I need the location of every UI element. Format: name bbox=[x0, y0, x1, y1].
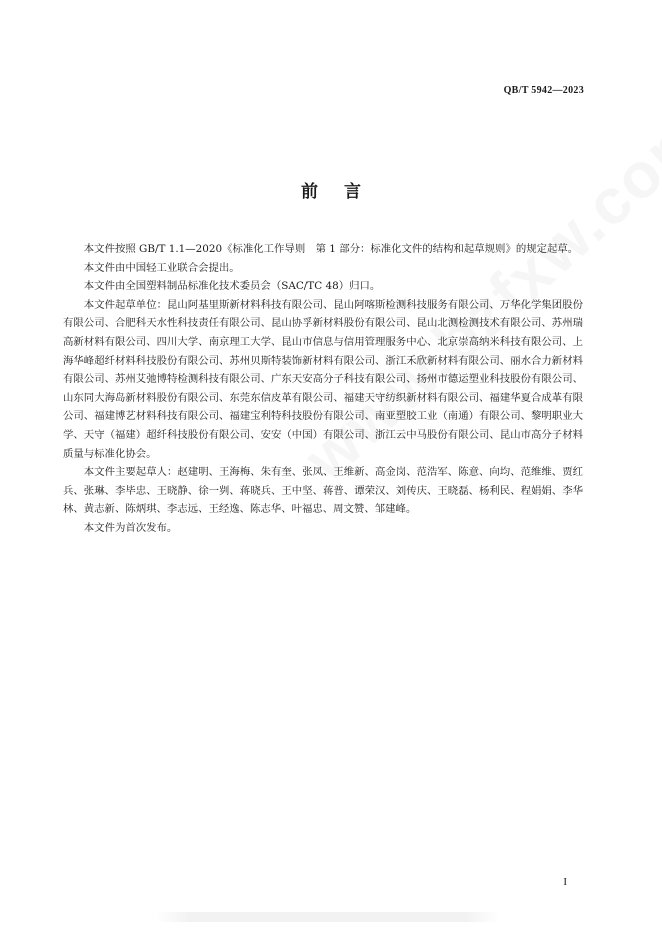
footer-strip bbox=[155, 912, 500, 922]
standard-code: QB/T 5942—2023 bbox=[503, 85, 584, 96]
paragraph-drafting-units: 本文件起草单位：昆山阿基里斯新材料科技有限公司、昆山阿喀斯检测科技服务有限公司、万华化学集团股份有限公司、合肥科天水性科技责任有限公司、昆山协孚新材料股份有限公司、昆山北测检测技术有限公司、苏州瑞高新材料有限公司、四川大学、南京理工大学、昆山市信息与信用管理服务中心、北京崇高纳米科技有限公司、上海华峰超纤材料科技股份有限公司、苏州贝斯特装饰新材料有限公司、浙江禾欣新材料有限公司、丽水合力新材料有限公司、苏州艾弛博特检测科技有限公司、广东天安高分子科技有限公司、扬州市德运塑业科技股份有限公司、山东同大海岛新材料股份有限公司、东莞东信皮革有限公司、福建天守纺织新材料有限公司、福建华夏合成革有限公司、福建博艺材料科技有限公司、福建宝利特科技股份有限公司、南亚塑胶工业（南通）有限公司、黎明职业大学、天守（福建）超纤科技股份有限公司、安安（中国）有限公司、浙江云中马股份有限公司、昆山市高分子材料质量与标准化协会。 bbox=[63, 298, 583, 460]
paragraph-proposer: 本文件由中国轻工业联合会提出。 bbox=[83, 261, 240, 274]
paragraph-first-release: 本文件为首次发布。 bbox=[83, 521, 178, 534]
page-number: I bbox=[563, 876, 567, 888]
paragraph-drafting-rules: 本文件按照 GB/T 1.1—2020《标准化工作导则 第 1 部分：标准化文件的结构和起草规则》的规定起草。 bbox=[83, 243, 579, 255]
paragraph-main-drafters: 本文件主要起草人：赵建明、王海梅、朱有奎、张凤、王维新、高金岗、范浩军、陈意、向均、范维维、贾红兵、张琳、李毕忠、王晓静、徐一刿、蒋晓兵、王中坚、蒋普、谭荣汉、刘传庆、王晓磊、杨利民、程娟娟、李华林、黄志新、陈炳琪、李志远、王经逸、陈志华、叶福忠、周文赞、邹建峰。 bbox=[63, 466, 583, 516]
page-title: 前言 bbox=[301, 182, 387, 202]
foreword-body bbox=[63, 240, 583, 538]
paragraph-technical-committee: 本文件由全国塑料制品标准化技术委员会（SAC/TC 48）归口。 bbox=[83, 280, 381, 293]
